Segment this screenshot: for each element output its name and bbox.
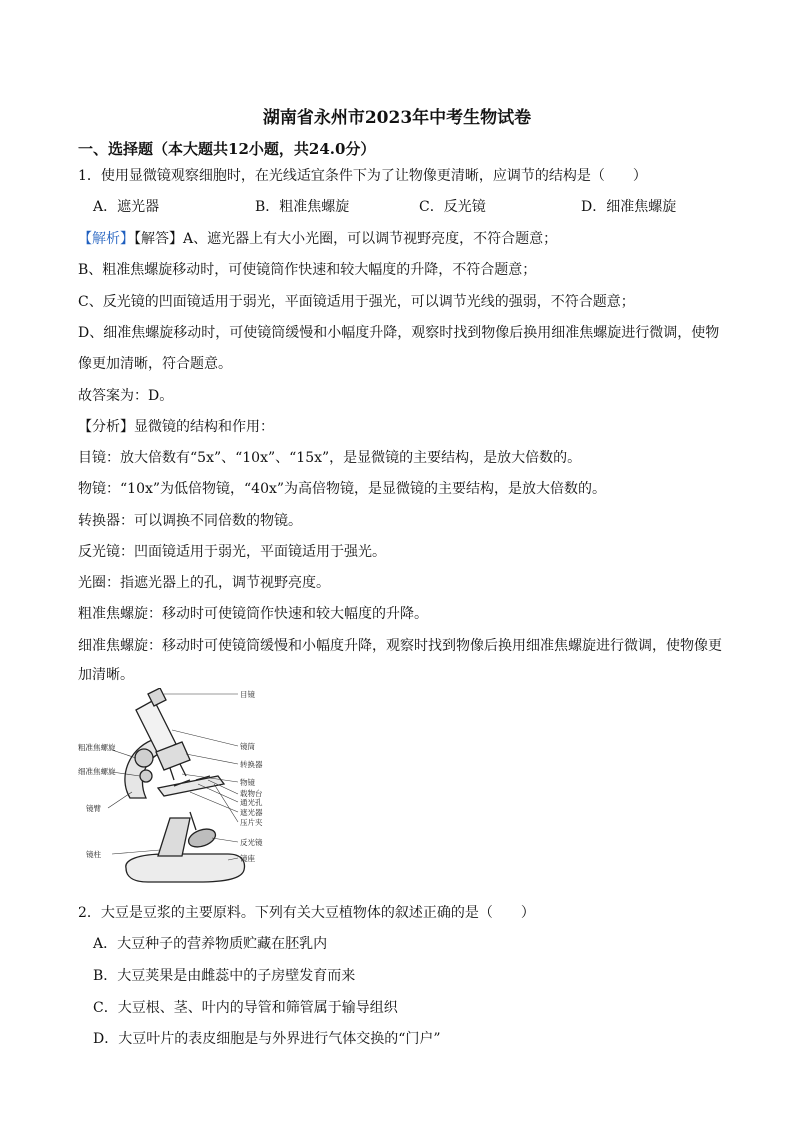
explanation-line: 目镜：放大倍数有“5x”、“10x”、“15x”，是显微镜的主要结构，是放大倍数的。	[78, 450, 582, 466]
q1-option-a: A．遮光器	[93, 199, 160, 215]
label-nosepiece: 转换器	[240, 760, 263, 769]
answer-intro-line	[78, 229, 557, 249]
q1-option-d: D．细准焦螺旋	[581, 199, 677, 215]
section-heading: 一、选择题（本大题共12小题，共24.0分）	[78, 140, 376, 158]
explanation-line: 光圈：指遮光器上的孔，调节视野亮度。	[78, 575, 330, 591]
label-coarse-knob: 粗准焦螺旋	[78, 743, 116, 752]
question-1-stem: 1．使用显微镜观察细胞时，在光线适宜条件下为了让物像更清晰，应调节的结构是（ ）	[78, 168, 647, 184]
label-stage: 载物台	[240, 789, 263, 798]
explanation-line: 故答案为：D。	[78, 388, 174, 404]
answer-intro: 【解答】A、遮光器上有大小光圈，可以调节视野亮度，不符合题意；	[134, 231, 558, 247]
explanation-line: 物镜：“10x”为低倍物镜，“40x”为高倍物镜，是显微镜的主要结构，是放大倍数的。	[78, 481, 607, 497]
label-light-hole: 通光孔	[240, 798, 263, 807]
q2-option-a: A．大豆种子的营养物质贮藏在胚乳内	[93, 936, 328, 952]
explanation-line: C、反光镜的凹面镜适用于弱光，平面镜适用于强光，可以调节光线的强弱，不符合题意；	[78, 294, 635, 310]
label-pillar: 镜柱	[86, 850, 101, 859]
explanation-line: 反光镜：凹面镜适用于弱光，平面镜适用于强光。	[78, 544, 386, 560]
q2-option-b: B．大豆荚果是由雌蕊中的子房壁发育而来	[93, 968, 356, 984]
label-tube: 镜筒	[240, 742, 255, 751]
label-arm: 镜臂	[86, 804, 101, 813]
explanation-line: 像更加清晰，符合题意。	[78, 356, 232, 372]
label-fine-knob: 细准焦螺旋	[78, 767, 116, 776]
explanation-line: D、细准焦螺旋移动时，可使镜筒缓慢和小幅度升降，观察时找到物像后换用细准焦螺旋进行微调，使物	[78, 325, 720, 341]
explanation-line: 转换器：可以调换不同倍数的物镜。	[78, 513, 302, 529]
q2-option-d: D．大豆叶片的表皮细胞是与外界进行气体交换的“门户”	[93, 1031, 441, 1047]
explanation-line: B、粗准焦螺旋移动时，可使镜筒作快速和较大幅度的升降，不符合题意；	[78, 262, 537, 278]
question-2-stem: 2．大豆是豆浆的主要原料。下列有关大豆植物体的叙述正确的是（ ）	[78, 905, 535, 921]
q1-option-b: B．粗准焦螺旋	[255, 199, 350, 215]
microscope-diagram	[78, 688, 278, 888]
q2-option-c: C．大豆根、茎、叶内的导管和筛管属于输导组织	[93, 1000, 398, 1016]
label-eyepiece: 目镜	[240, 690, 255, 699]
explanation-line: 【分析】显微镜的结构和作用：	[78, 419, 274, 435]
explanation-line: 细准焦螺旋：移动时可使镜筒缓慢和小幅度升降，观察时找到物像后换用细准焦螺旋进行微调，使物像更	[78, 638, 722, 654]
label-mirror: 反光镜	[240, 838, 263, 847]
label-diaphragm: 遮光器	[240, 808, 263, 817]
explanation-line: 加清晰。	[78, 667, 134, 683]
q1-option-c: C．反光镜	[419, 199, 486, 215]
page-title: 湖南省永州市2023年中考生物试卷	[262, 108, 532, 128]
explanation-line: 粗准焦螺旋：移动时可使镜筒作快速和较大幅度的升降。	[78, 606, 428, 622]
analysis-tag: 【解析】	[78, 231, 134, 247]
label-base: 镜座	[240, 854, 255, 863]
label-clip: 压片夹	[240, 818, 263, 827]
label-objective: 物镜	[240, 778, 255, 787]
